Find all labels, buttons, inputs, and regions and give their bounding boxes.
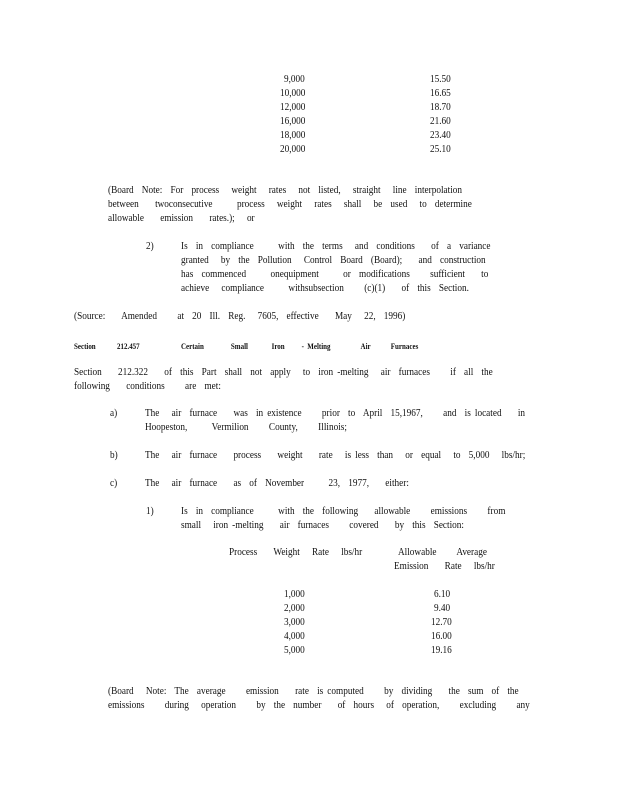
item-marker: c) <box>110 478 118 489</box>
table-row-emission: 18.70 <box>430 102 451 113</box>
table-row-emission: 21.60 <box>430 116 451 127</box>
item-marker: 1) <box>146 506 154 517</box>
intro-line: following conditions are met: <box>74 381 221 392</box>
column-header-emission: Emission Rate lbs/hr <box>394 561 495 572</box>
table-row-rate: 10,000 <box>280 88 306 99</box>
item-marker: 2) <box>146 241 154 252</box>
table-row-rate: 5,000 <box>284 645 305 656</box>
section-title: Certain Small Iron - Melting Air Furnaces <box>181 341 419 351</box>
table-row-emission: 16.00 <box>431 631 452 642</box>
table-row-rate: 4,000 <box>284 631 305 642</box>
table-row-emission: 25.10 <box>430 144 451 155</box>
item-line: Is in compliance with the following allowable emissions from <box>181 506 506 517</box>
table-row-rate: 2,000 <box>284 603 305 614</box>
table-row-emission: 12.70 <box>431 617 452 628</box>
table-row-rate: 20,000 <box>280 144 306 155</box>
item-marker: b) <box>110 450 118 461</box>
item-line: small iron -melting air furnaces covered by this Section: <box>181 520 464 531</box>
intro-line: Section 212.322 of this Part shall not apply to iron -melting air furnaces if all the <box>74 367 493 378</box>
item-line: The air furnace process weight rate is less than or equal to 5,000 lbs/hr; <box>145 450 526 461</box>
source-note: (Source: Amended at 20 Ill. Reg. 7605, effective May 22, 1996) <box>74 311 406 322</box>
item-line: The air furnace as of November 23, 1977, either: <box>145 478 409 489</box>
item-line: granted by the Pollution Control Board (Board); and construction <box>181 255 486 266</box>
item-line: Is in compliance with the terms and conditions of a variance <box>181 241 491 252</box>
table-row-rate: 1,000 <box>284 589 305 600</box>
table-row-emission: 23.40 <box>430 130 451 141</box>
item-line: has commenced onequipment or modifications sufficient to <box>181 269 489 280</box>
note-line: (Board Note: For process weight rates not listed, straight line interpolation <box>108 185 463 196</box>
table-row-rate: 9,000 <box>284 74 305 85</box>
column-header-rate: Process Weight Rate lbs/hr <box>229 547 363 558</box>
table-row-rate: 18,000 <box>280 130 306 141</box>
item-line: achieve compliance withsubsection (c)(1) of this Section. <box>181 283 469 294</box>
table-row-emission: 9.40 <box>434 603 451 614</box>
column-header-emission: Allowable Average <box>398 547 487 558</box>
table-row-emission: 6.10 <box>434 589 451 600</box>
note-line: between twoconsecutive process weight rates shall be used to determine <box>108 199 472 210</box>
note-line: emissions during operation by the number of hours of operation, excluding any <box>108 700 530 711</box>
table-row-emission: 19.16 <box>431 645 452 656</box>
table-row-rate: 12,000 <box>280 102 306 113</box>
item-line: The air furnace was in existence prior to April 15,1967, and is located in <box>145 408 526 419</box>
table-row-emission: 16.65 <box>430 88 451 99</box>
item-line: Hoopeston, Vermilion County, Illinois; <box>145 422 347 433</box>
table-row-emission: 15.50 <box>430 74 451 85</box>
note-line: (Board Note: The average emission rate is computed by dividing the sum of the <box>108 686 519 697</box>
item-marker: a) <box>110 408 118 419</box>
note-line: allowable emission rates.); or <box>108 213 255 224</box>
table-row-rate: 3,000 <box>284 617 305 628</box>
section-label: Section <box>74 341 96 351</box>
section-number: 212.457 <box>117 341 140 351</box>
table-row-rate: 16,000 <box>280 116 306 127</box>
